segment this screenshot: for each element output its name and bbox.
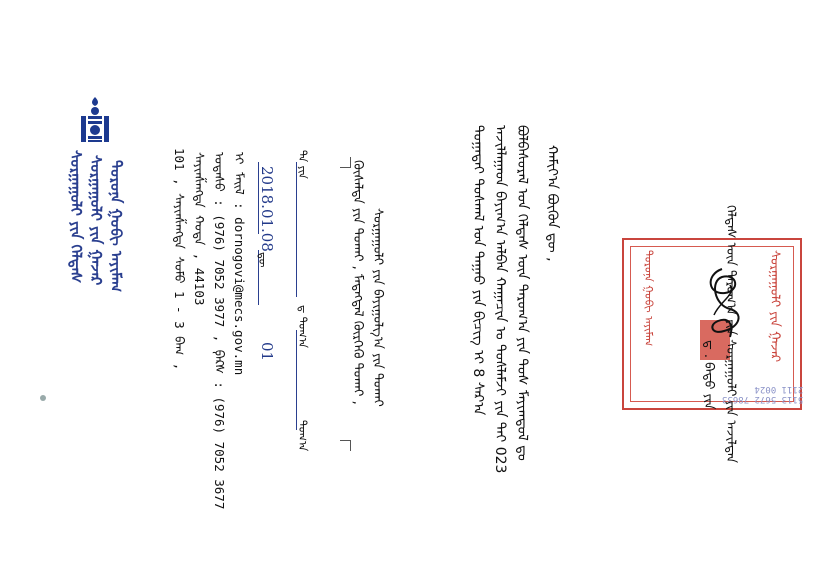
body-salutation: ᠬᠠᠮᠢᠶ᠎ᠠ ᠪᠦᠬᠦᠨ ᠳᠦ , bbox=[544, 145, 560, 262]
soyombo-emblem-icon bbox=[78, 95, 112, 145]
stamp-inner-text: ᠳᠣᠷᠣᠨᠠ ᠭᠣᠪᠢ ᠠᠶᠢᠮᠠᠭ bbox=[642, 250, 655, 347]
stamp-code-line2: 5113 5672 78633 bbox=[722, 394, 804, 404]
date-handwritten: 2018.01.08 bbox=[258, 166, 276, 252]
body-line2: ᠪᠣᠯᠪᠠᠰᠤᠷᠠᠯ ᠤᠨ ᠬᠡᠯᠲᠡᠰ ᠦᠨ ᠳᠠᠷᠤᠭ᠎ᠠ ᠶᠢᠨ ᠲᠤᠰ ᠮᠠᠶᠢᠭᠳᠤᠯ ᠳᠤ bbox=[514, 125, 530, 461]
ref-label: ᠲᠠ ᠶᠢᠨ bbox=[296, 150, 309, 179]
number-label: ᠳ ᠲᠣᠭ᠎ᠠ bbox=[296, 305, 309, 348]
stamp-outer-text: ᠰᠤᠷᠭᠠᠭᠤᠯᠢ ᠶᠢᠨ ᠭᠠᠵᠠᠷ bbox=[767, 250, 782, 363]
address-line: 101 , ᠰᠠᠶᠢᠨᠱᠠᠩᠳᠠ ᠰᠤᠮᠤ 1 - 3 ᠪᠠᠭ , bbox=[172, 148, 187, 371]
body-line3: ᠠᠵᠢᠯᠯᠠᠭᠠᠳ ᠪᠠᠶᠢᠭ᠎ᠠ ᠠᠯᠪᠠᠨ ᠬᠠᠭᠠᠴᠢᠨ ᠤ ᠲᠤᠰᠯᠠᠮᠵᠢ ᠶᠢᠨ ᠲᠠᠢ 023 bbox=[492, 125, 508, 474]
stamp-code-line1: 2111 0024 bbox=[754, 384, 804, 394]
scan-mark bbox=[40, 395, 46, 401]
handwritten-signature bbox=[700, 265, 745, 340]
ref-suffix-label: ᠲᠣᠭ᠎ᠠ bbox=[296, 420, 309, 452]
org-name-line2: ᠰᠤᠷᠭᠠᠭᠤᠯᠢ ᠶᠢᠨ ᠭᠠᠵᠠᠷ bbox=[87, 155, 105, 286]
subject-line1: ᠰᠤᠷᠭᠠᠭᠤᠯᠢ ᠶᠢᠨ ᠪᠠᠶᠢᠭᠤᠯᠭ᠎ᠠ ᠶᠢᠨ ᠲᠤᠬᠠᠢ bbox=[370, 208, 385, 407]
ref-date-field-line bbox=[296, 162, 297, 297]
body-line4: ᠲᠣᠭᠠᠲᠠᠢ ᠲᠤᠰᠬᠠᠯ ᠤᠨ ᠳᠠᠭᠠᠤ ᠶᠢᠨ ᠪᠢᠴᠢᠭ ᠢ 8 ᠰᠠᠷ᠎ᠠ bbox=[470, 125, 486, 416]
date-suffix-label: ᠳᠦ bbox=[256, 252, 269, 268]
number-handwritten: 01 bbox=[258, 342, 276, 362]
phone-line: ᠤᠲᠠᠰᠤ : (976) 7052 3977 , ᠹᠠᠺᠰ : (976) 7052 3677 bbox=[212, 152, 227, 510]
postal-line: ᠰᠠᠶᠢᠨᠱᠠᠩᠳᠠ ᠬᠣᠲᠠ , 44103 bbox=[192, 152, 207, 306]
email-line: ᠢ ᠮᠡᠢᠯ : dornogovi@mecs.gov.mn bbox=[232, 152, 247, 376]
org-name-line3: ᠰᠤᠷᠭᠠᠭᠤᠯᠢ ᠶᠢᠨ ᠬᠡᠯᠲᠡᠰ bbox=[67, 150, 85, 284]
org-name-line1: ᠳᠣᠷᠣᠨᠠ ᠭᠣᠪᠢ ᠠᠶᠢᠮᠠᠭ bbox=[107, 160, 125, 293]
signature-line1: ᠬᠡᠯᠲᠡᠰ ᠦᠨ ᠳᠠᠷᠤᠭ᠎ᠠ ᠶᠢᠨ ᠰᠤᠷᠭᠠᠭᠤᠯᠢ ᠶᠢᠨ ᠠᠵᠢᠯᠲᠠᠨ bbox=[723, 205, 738, 464]
subject-bracket-bottom bbox=[340, 440, 351, 451]
subject-line2: ᠬᠦᠰᠡᠯᠲᠡ ᠶᠢᠨ ᠲᠤᠬᠠᠢ , ᠮᠡᠳᠡᠭᠳᠡᠯ ᠬᠦᠷᠭᠡᠬᠦ ᠲᠤᠬᠠᠢ , bbox=[350, 160, 365, 405]
signature-name: ᠳ . ᠪᠠᠲᠤ ᠶᠢᠨ bbox=[701, 340, 716, 410]
